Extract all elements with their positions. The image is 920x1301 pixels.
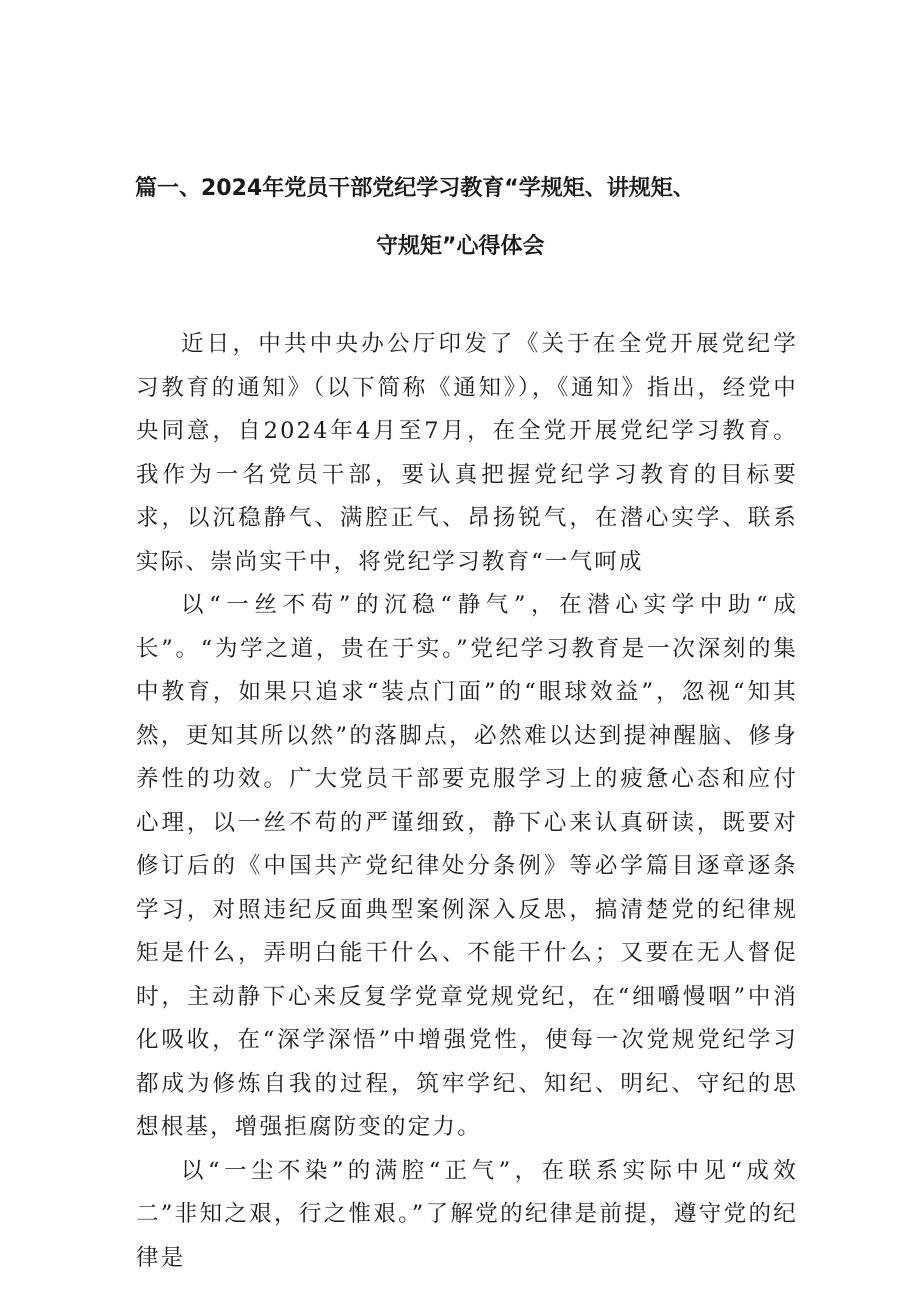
paragraph-calm-spirit: 以“一丝不苟”的沉稳“静气”，在潜心实学中助“成长”。“为学之道，贵在于实。”党纪学习教育是一次深刻的集中教育，如果只追求“装点门面”的“眼球效益”，忽视“知其然，更知其所以然”的落脚点，必然难以达到提神醒脑、修身养性的功效。广大党员干部要克服学习上的疲惫心态和应付心理，以一丝不苟的严谨细致，静下心来认真研读，既要对修订后的《中国共产党纪律处分条例》等必学篇目逐章逐条学习，对照违纪反面典型案例深入反思，搞清楚党的纪律规矩是什么，弄明白能干什么、不能干什么；又要在无人督促时，主动静下心来反复学党章党规党纪，在“细嚼慢咽”中消化吸收，在“深学深悟”中增强党性，使每一次党规党纪学习都成为修炼自我的过程，筑牢学纪、知纪、明纪、守纪的思想根基，增强拒腐防变的定力。 bbox=[136, 592, 798, 1140]
document-body bbox=[136, 323, 798, 1280]
paragraph-righteous-spirit: 以“一尘不染”的满腔“正气”，在联系实际中见“成效二”非知之艰，行之惟艰。”了解党的纪律是前提，遵守党的纪律是 bbox=[136, 1157, 798, 1271]
document-title-line-2: 守规矩”心得体会 bbox=[376, 234, 545, 259]
document-title-line-1: 篇一、2024年党员干部党纪学习教育“学规矩、讲规矩、 bbox=[135, 176, 695, 201]
paragraph-intro: 近日，中共中央办公厅印发了《关于在全党开展党纪学习教育的通知》（以下简称《通知》），《通知》指出，经党中央同意，自2024年4月至7月，在全党开展党纪学习教育。我作为一名党员干部，要认真把握党纪学习教育的目标要求，以沉稳静气、满腔正气、昂扬锐气，在潜心实学、联系实际、崇尚实干中，将党纪学习教育“一气呵成 bbox=[136, 331, 798, 575]
